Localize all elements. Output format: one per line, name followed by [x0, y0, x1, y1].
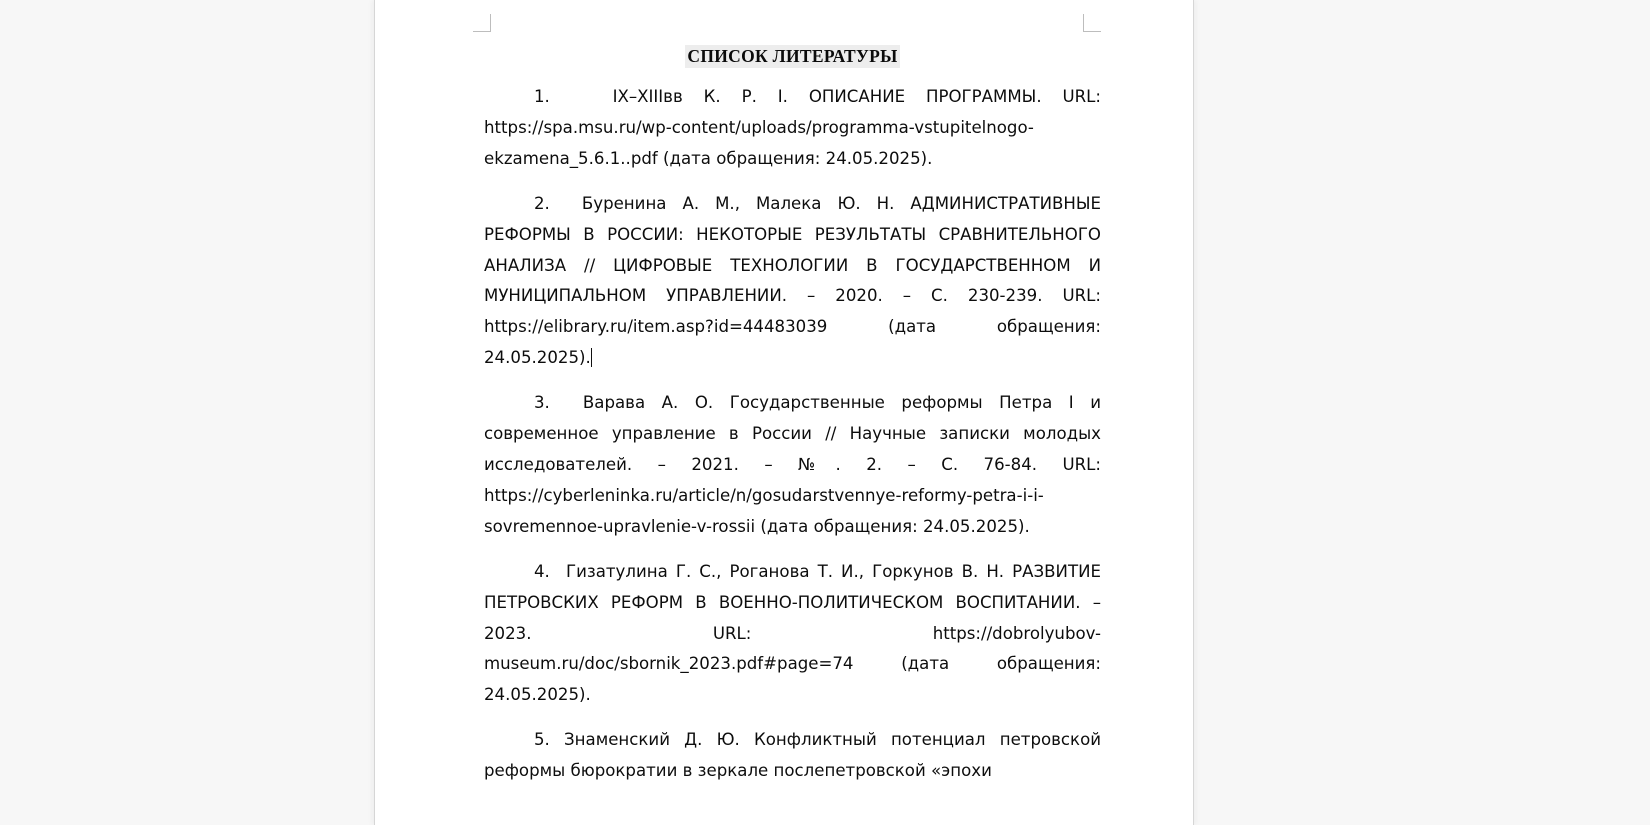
document-body[interactable] [484, 46, 1101, 787]
reference-text-3: Варава А. О. Государственные реформы Петра I и современное управление в России // Научные записки молодых исследователей. – 2021. – №. 2. – С. 76-84. URL: https://cyberleninka.ru/article/n/gosudarstvennye-reformy-petra-i-i-sovremennoe-upravlenie-v-rossii (дата обращения: 24.05.2025). [484, 393, 1101, 536]
reference-number-3: 3. [534, 393, 550, 413]
text-cursor [591, 348, 592, 367]
document-page[interactable] [375, 0, 1193, 825]
reference-text-5: Знаменский Д. Ю. Конфликтный потенциал петровской реформы бюрократии в зеркале послепетровской «эпохи [484, 730, 1102, 781]
reference-text-1: IX–XIIIвв К. Р. I. ОПИСАНИЕ ПРОГРАММЫ. URL: https://spa.msu.ru/wp-content/uploads/programma-vstupitelnogo-ekzamena_5.6.1..pdf (дата обращения: 24.05.2025). [484, 87, 1102, 168]
reference-text-2: Буренина А. М., Малека Ю. Н. АДМИНИСТРАТИВНЫЕ РЕФОРМЫ В РОССИИ: НЕКОТОРЫЕ РЕЗУЛЬТАТЫ СРАВНИТЕЛЬНОГО АНАЛИЗА // ЦИФРОВЫЕ ТЕХНОЛОГИИ В ГОСУДАРСТВЕННОМ И МУНИЦИПАЛЬНОМ УПРАВЛЕНИИ. – 2020. – С. 230-239. URL: https://elibrary.ru/item.asp?id=44483039 (дата обращения: 24.05.2025). [484, 193, 1101, 368]
reference-number-4: 4. [534, 561, 550, 581]
reference-item-1 [484, 82, 1101, 175]
margin-guide-top-right [1083, 14, 1101, 32]
reference-number-1: 1. [534, 87, 550, 106]
reference-item-5 [484, 725, 1101, 787]
page-title [484, 46, 1101, 67]
page-title-text: СПИСОК ЛИТЕРАТУРЫ [687, 46, 898, 66]
reference-item-3 [484, 388, 1101, 543]
reference-text-4: Гизатулина Г. С., Роганова Т. И., Горкунов В. Н. РАЗВИТИЕ ПЕТРОВСКИХ РЕФОРМ В ВОЕННО-ПОЛИТИЧЕСКОМ ВОСПИТАНИИ. – 2023. URL: https://dobrolyubov-museum.ru/doc/sbornik_2023.pdf#page=74 (дата обращения: 24.05.2025). [484, 561, 1101, 705]
margin-guide-top-left [473, 14, 491, 32]
reference-item-4 [484, 557, 1101, 712]
reference-item-2 [484, 189, 1101, 374]
reference-number-5: 5. [534, 730, 550, 750]
reference-number-2: 2. [534, 193, 550, 213]
